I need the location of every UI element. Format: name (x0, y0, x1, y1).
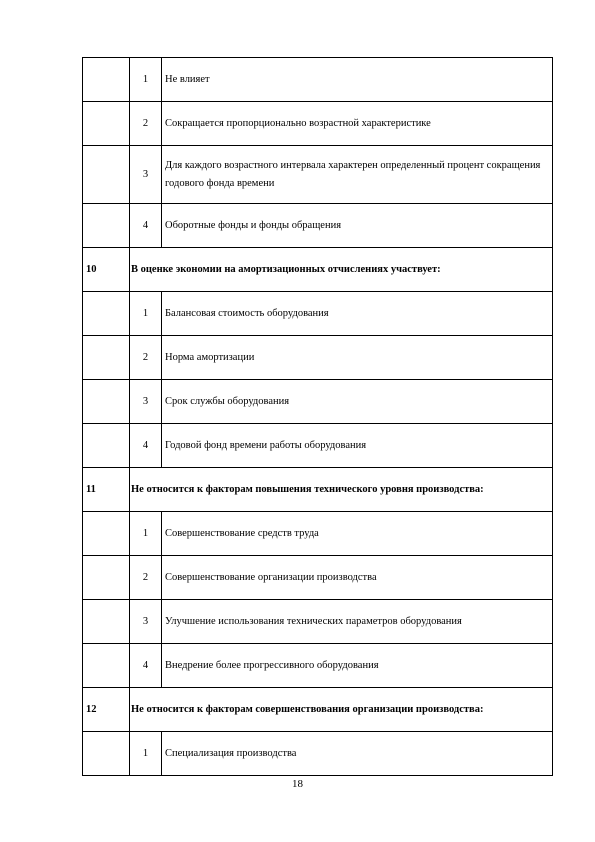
option-text: Специализация производства (162, 732, 553, 776)
empty-cell (83, 424, 130, 468)
option-number: 1 (130, 512, 162, 556)
option-text: Совершенствование организации производства (162, 556, 553, 600)
option-number: 1 (130, 58, 162, 102)
empty-cell (83, 102, 130, 146)
option-text: Внедрение более прогрессивного оборудования (162, 644, 553, 688)
empty-cell (83, 204, 130, 248)
empty-cell (83, 600, 130, 644)
question-row (83, 468, 553, 512)
option-number: 4 (130, 644, 162, 688)
option-row (83, 380, 553, 424)
empty-cell (83, 146, 130, 204)
question-row (83, 688, 553, 732)
option-row (83, 204, 553, 248)
option-number: 2 (130, 102, 162, 146)
empty-cell (83, 380, 130, 424)
option-number: 4 (130, 204, 162, 248)
option-text: Улучшение использования технических параметров оборудования (162, 600, 553, 644)
question-text: Не относится к факторам совершенствования организации производства: (130, 688, 553, 732)
option-row (83, 512, 553, 556)
option-text: Сокращается пропорционально возрастной характеристике (162, 102, 553, 146)
quiz-table (82, 57, 553, 776)
option-row (83, 336, 553, 380)
question-text: Не относится к факторам повышения технического уровня производства: (130, 468, 553, 512)
option-number: 2 (130, 336, 162, 380)
option-number: 3 (130, 146, 162, 204)
option-text: Совершенствование средств труда (162, 512, 553, 556)
option-text: Для каждого возрастного интервала характерен определенный процент сокращения годового фонда времени (162, 146, 553, 204)
question-text: В оценке экономии на амортизационных отчислениях участвует: (130, 248, 553, 292)
option-row (83, 58, 553, 102)
option-text: Норма амортизации (162, 336, 553, 380)
question-number: 12 (83, 688, 130, 732)
question-row (83, 248, 553, 292)
option-row (83, 556, 553, 600)
empty-cell (83, 58, 130, 102)
option-text: Балансовая стоимость оборудования (162, 292, 553, 336)
option-row (83, 424, 553, 468)
empty-cell (83, 512, 130, 556)
empty-cell (83, 292, 130, 336)
option-row (83, 732, 553, 776)
option-row (83, 146, 553, 204)
option-row (83, 102, 553, 146)
empty-cell (83, 556, 130, 600)
empty-cell (83, 732, 130, 776)
question-number: 10 (83, 248, 130, 292)
option-text: Срок службы оборудования (162, 380, 553, 424)
option-text: Оборотные фонды и фонды обращения (162, 204, 553, 248)
option-number: 3 (130, 600, 162, 644)
option-row (83, 644, 553, 688)
option-number: 2 (130, 556, 162, 600)
option-row (83, 292, 553, 336)
option-number: 3 (130, 380, 162, 424)
option-number: 1 (130, 292, 162, 336)
page-number: 18 (292, 778, 303, 790)
question-number: 11 (83, 468, 130, 512)
option-number: 4 (130, 424, 162, 468)
option-row (83, 600, 553, 644)
empty-cell (83, 644, 130, 688)
empty-cell (83, 336, 130, 380)
option-text: Не влияет (162, 58, 553, 102)
option-number: 1 (130, 732, 162, 776)
option-text: Годовой фонд времени работы оборудования (162, 424, 553, 468)
